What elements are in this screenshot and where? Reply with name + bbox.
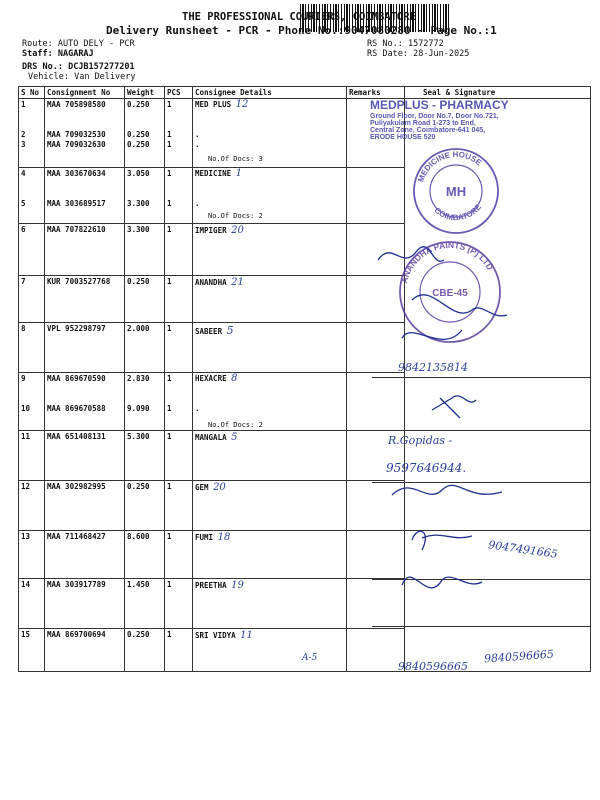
medicine-house-seal xyxy=(410,145,502,237)
route-line: Route: AUTO DELY - PCR xyxy=(22,39,135,49)
vehicle-line: Vehicle: Van Delivery xyxy=(28,72,136,82)
table-row: 4 5 MAA 303670634 MAA 303689517 3.050 3.300 1 1 MEDICINE 1 . xyxy=(19,168,591,224)
handwritten-phone-sabeer: 9842135814 xyxy=(398,361,468,374)
col-weight: Weight xyxy=(125,87,165,99)
table-row: 1 2 3 MAA 705898580 MAA 709032530 MAA 709032630 0.250 0.250 0.250 1 1 1 MED PLUS 12 . . xyxy=(19,99,591,168)
handwritten-note: A-5 xyxy=(302,653,318,663)
col-seal: Seal & Signature xyxy=(405,87,591,99)
handwritten-phone-srividya: 9840596665 xyxy=(398,660,468,673)
docs-count-2: No.Of Docs: 2 xyxy=(208,212,263,220)
table-row: 13 MAA 711468427 8.600 1 FUMI 18 xyxy=(19,531,591,579)
col-consignee: Consignee Details xyxy=(193,87,347,99)
docs-count-3: No.Of Docs: 2 xyxy=(208,421,263,429)
handwritten-phone-mangala: 9597646944. xyxy=(386,461,467,475)
drs-line: DRS No.: DCJB157277201 xyxy=(22,62,135,72)
company-name: THE PROFESSIONAL COURIERS, COIMBATORE xyxy=(182,11,416,23)
handwritten-phone-srividya-2: 9840596665 xyxy=(483,647,555,666)
col-sno: S No xyxy=(19,87,45,99)
col-pcs: PCS xyxy=(165,87,193,99)
medplus-stamp: MEDPLUS - PHARMACY Ground Floor, Door No.7, Door No.721, Puliyakulam Road 1-273 to End, Central Zone, Coimbatore-641 045, ERODE HOUSE 520 xyxy=(370,98,509,141)
handwritten-phone-fumi: 9047491665 xyxy=(487,538,559,561)
handwritten-name-mangala: R.Gopidas - xyxy=(388,434,453,447)
table-row: 8 VPL 952298797 2.000 1 SABEER 5 xyxy=(19,323,591,373)
table-row: 6 MAA 707822610 3.300 1 IMPIGER 20 xyxy=(19,224,591,276)
signature-ink xyxy=(372,230,590,630)
table-header-row xyxy=(19,87,591,99)
staff-value: NAGARAJ xyxy=(57,49,94,59)
rs-date-value: 28-Jun-2025 xyxy=(413,49,470,59)
vehicle-value: Van Delivery xyxy=(74,72,136,82)
table-row: 7 KUR 7003527768 0.250 1 ANANDHA 21 xyxy=(19,276,591,323)
table-row: 11 MAA 651408131 5.300 1 MANGALA 5 xyxy=(19,431,591,481)
col-consignment: Consignment No xyxy=(45,87,125,99)
table-row: 9 10 MAA 869670590 MAA 869670588 2.830 9.090 1 1 HEXACRE 8 . xyxy=(19,373,591,431)
route-value: AUTO DELY - PCR xyxy=(57,39,135,49)
rs-date-line: RS Date: 28-Jun-2025 xyxy=(367,49,470,59)
docs-count-1: No.Of Docs: 3 xyxy=(208,155,263,163)
table-row: 12 MAA 302982995 0.250 1 GEM 20 xyxy=(19,481,591,531)
staff-line: Staff: NAGARAJ xyxy=(22,49,94,59)
table-row: 14 MAA 303917789 1.450 1 PREETHA 19 xyxy=(19,579,591,629)
table-row: 15 MAA 869700694 0.250 1 SRI VIDYA 11 xyxy=(19,629,591,672)
rs-no-line: RS No.: 1572772 xyxy=(367,39,444,49)
drs-value: DCJB157277201 xyxy=(68,62,135,72)
runsheet-title: Delivery Runsheet - PCR - Phone No.:9047080280 - Page No.:1 xyxy=(106,24,497,37)
rs-no-value: 1572772 xyxy=(407,39,444,49)
svg-text:CBE-45: CBE-45 xyxy=(432,288,468,299)
svg-text:MEDICINE HOUSE: MEDICINE HOUSE xyxy=(416,149,484,184)
svg-text:COIMBATORE: COIMBATORE xyxy=(432,202,484,223)
svg-text:ANANDHA PAINTS (P) LTD: ANANDHA PAINTS (P) LTD xyxy=(398,239,496,285)
col-remarks: Remarks xyxy=(347,87,405,99)
svg-text:MH: MH xyxy=(445,184,467,199)
